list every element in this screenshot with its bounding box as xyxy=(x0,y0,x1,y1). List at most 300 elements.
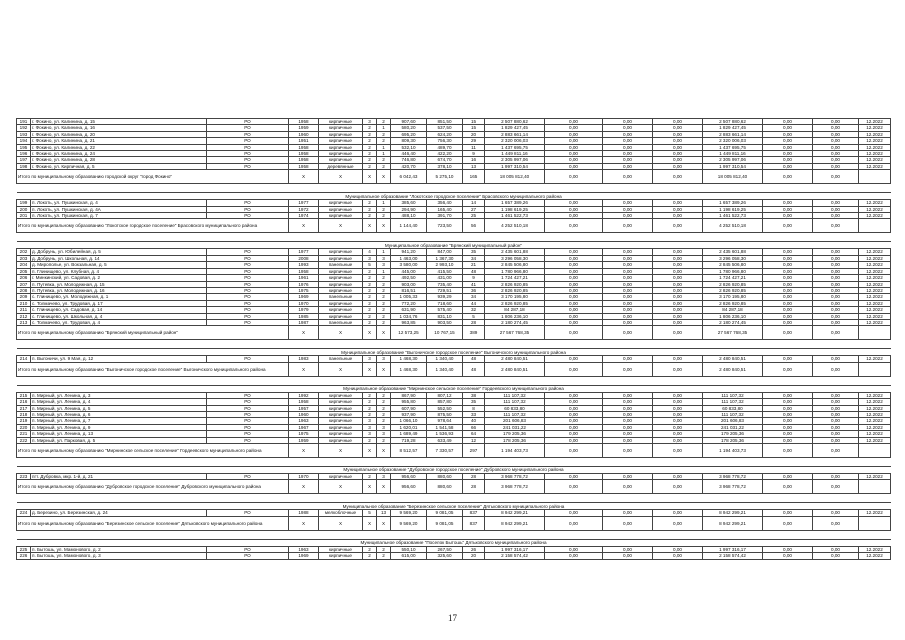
table-cell: 178 205,36 xyxy=(485,437,545,443)
page-number: 17 xyxy=(448,613,457,623)
table-cell: 15 xyxy=(463,125,485,131)
table-cell: 2 826 920,85 xyxy=(485,281,545,287)
table-cell: 12.2022 xyxy=(859,392,891,398)
table-cell: 0,00 xyxy=(653,255,703,261)
table-cell: 12.2022 xyxy=(859,125,891,131)
table-cell: п. Мирный, ул. Ленина, д. 4 xyxy=(31,399,207,405)
table-cell: 0,00 xyxy=(763,431,813,437)
total-cell: 0,00 xyxy=(763,362,813,376)
table-cell: 1975 xyxy=(289,431,319,437)
table-cell: 1958 xyxy=(289,163,319,169)
table-cell: 1 461 522,73 xyxy=(703,213,763,219)
table-cell: 0,00 xyxy=(603,144,653,150)
table-cell: 0,00 xyxy=(603,411,653,417)
table-cell: РО xyxy=(207,119,289,125)
table-cell: 0,00 xyxy=(653,392,703,398)
table-cell: деревянные xyxy=(319,163,363,169)
table-cell: 2 xyxy=(377,138,391,144)
table-cell: п. Глинищево, ул. Клубная, д. 4 xyxy=(31,268,207,274)
table-cell: 903,00 xyxy=(391,281,427,287)
table-cell: 956,60 xyxy=(391,474,427,480)
table-cell: 1 997 310,54 xyxy=(703,163,763,169)
table-cell: 84 287,18 xyxy=(485,307,545,313)
table-cell: 38 xyxy=(463,392,485,398)
table-cell: 1 541,58 xyxy=(427,424,463,430)
table-cell: 203 xyxy=(17,255,31,261)
table-cell: 0,00 xyxy=(603,131,653,137)
spacer-cell xyxy=(17,530,891,539)
table-cell: 552,50 xyxy=(427,405,463,411)
table-cell: 0,00 xyxy=(763,399,813,405)
table-cell: 214 xyxy=(17,356,31,362)
table-cell: 3 968 778,72 xyxy=(703,474,763,480)
table-cell: 0,00 xyxy=(545,157,603,163)
table-cell: 0,00 xyxy=(603,213,653,219)
table-cell: 0,00 xyxy=(653,262,703,268)
table-cell: 0,00 xyxy=(813,307,859,313)
total-cell: 0,00 xyxy=(653,362,703,376)
total-cell: 880,60 xyxy=(427,480,463,494)
table-cell: 1958 xyxy=(289,119,319,125)
table-cell: РО xyxy=(207,275,289,281)
table-cell: РО xyxy=(207,151,289,157)
table-cell: 28 xyxy=(463,319,485,325)
total-cell xyxy=(859,326,891,340)
table-cell: 3 xyxy=(377,255,391,261)
table-cell: 1959 xyxy=(289,125,319,131)
table-cell: 0,00 xyxy=(545,131,603,137)
table-cell: 1 657 389,26 xyxy=(485,200,545,206)
table-cell: 1960 xyxy=(289,411,319,417)
total-cell: 0,00 xyxy=(653,516,703,530)
table-cell: РО xyxy=(207,510,289,516)
total-cell: 27 567 768,35 xyxy=(485,326,545,340)
table-cell: 217 xyxy=(17,405,31,411)
table-cell: 2 826 920,85 xyxy=(703,287,763,293)
total-cell: 0,00 xyxy=(763,480,813,494)
spacer-cell xyxy=(17,458,891,467)
table-cell: 219 xyxy=(17,418,31,424)
table-cell: 21 xyxy=(463,262,485,268)
table-cell: 857,80 xyxy=(427,399,463,405)
table-cell: 772,20 xyxy=(391,300,427,306)
table-cell: 0,00 xyxy=(603,138,653,144)
table-cell: 2 xyxy=(363,474,377,480)
table-cell: 2 435 601,88 xyxy=(703,249,763,255)
table-cell: п. Выгоничи, ул. 9 Мая, д. 12 xyxy=(31,356,207,362)
total-cell: 27 567 768,35 xyxy=(703,326,763,340)
table-cell: 2 826 920,85 xyxy=(703,281,763,287)
total-cell: X xyxy=(319,480,363,494)
table-cell: 0,00 xyxy=(763,424,813,430)
table-cell: 2 xyxy=(377,206,391,212)
table-cell: кирпичные xyxy=(319,392,363,398)
table-cell: 3 xyxy=(377,262,391,268)
table-cell: кирпичные xyxy=(319,553,363,559)
table-cell: 64 xyxy=(463,431,485,437)
table-cell: 294,90 xyxy=(391,206,427,212)
total-cell: X xyxy=(289,516,319,530)
table-cell: 12.2022 xyxy=(859,157,891,163)
table-cell: 1 829 427,45 xyxy=(485,125,545,131)
table-cell: 0,00 xyxy=(813,474,859,480)
table-cell: с. Глинищево, ул. Школьная, д. 4 xyxy=(31,313,207,319)
table-cell: 2 xyxy=(363,399,377,405)
table-cell: 2 xyxy=(377,411,391,417)
table-cell: 1951 xyxy=(289,138,319,144)
total-cell: 0,00 xyxy=(545,444,603,458)
table-cell: РО xyxy=(207,255,289,261)
table-cell: кирпичные xyxy=(319,268,363,274)
table-cell: пгт. Дубровка, мкр. 1-й, д. 21 xyxy=(31,474,207,480)
table-cell: 8 xyxy=(463,405,485,411)
table-cell: РО xyxy=(207,313,289,319)
table-cell: РО xyxy=(207,474,289,480)
spacer-cell xyxy=(17,494,891,503)
table-cell: кирпичные xyxy=(319,255,363,261)
table-cell: 489,70 xyxy=(427,144,463,150)
table-cell: 0,00 xyxy=(813,157,859,163)
table-cell: 12 xyxy=(463,437,485,443)
table-cell: 0,00 xyxy=(545,411,603,417)
table-cell: 1958 xyxy=(289,268,319,274)
total-cell: 3 968 778,72 xyxy=(703,480,763,494)
table-cell: 0,00 xyxy=(763,275,813,281)
table-cell: 0,00 xyxy=(603,151,653,157)
table-cell: 12.2022 xyxy=(859,206,891,212)
table-cell: 0,00 xyxy=(653,213,703,219)
spacer-row xyxy=(17,530,891,539)
total-cell: 2 480 840,51 xyxy=(485,362,545,376)
table-cell: 3 xyxy=(377,474,391,480)
table-cell: 0,00 xyxy=(603,474,653,480)
table-cell: 1 xyxy=(377,144,391,150)
table-cell: 2 xyxy=(363,307,377,313)
table-cell: 2 xyxy=(377,281,391,287)
table-cell: 1 xyxy=(377,249,391,255)
total-cell: X xyxy=(363,170,377,184)
section-title-row xyxy=(17,349,891,356)
table-cell: 1 437 695,75 xyxy=(485,144,545,150)
total-cell: X xyxy=(319,219,363,233)
table-cell: д. Березино, ул. Березинская, д. 24 xyxy=(31,510,207,516)
table-cell: 178 205,36 xyxy=(703,437,763,443)
table-cell: 12.2022 xyxy=(859,431,891,437)
table-cell: 0,00 xyxy=(545,510,603,516)
table-cell: 1961 xyxy=(289,275,319,281)
total-cell: 8 942 299,21 xyxy=(485,516,545,530)
table-cell: 205 xyxy=(17,268,31,274)
table-cell: 1 780 966,80 xyxy=(485,268,545,274)
table-cell: г. Фокино, ул. Калинина, д. 22 xyxy=(31,144,207,150)
table-cell: 2 xyxy=(363,144,377,150)
table-cell: 2 507 880,62 xyxy=(703,119,763,125)
table-cell: 0,00 xyxy=(545,262,603,268)
table-cell: 0,00 xyxy=(545,300,603,306)
total-cell: X xyxy=(363,362,377,376)
program-table-sheet xyxy=(16,118,890,560)
table-cell: 2 xyxy=(363,437,377,443)
table-cell: 0,00 xyxy=(763,249,813,255)
total-cell: X xyxy=(377,444,391,458)
table-cell: 1967 xyxy=(289,424,319,430)
total-cell: 0,00 xyxy=(603,219,653,233)
table-cell: 2 xyxy=(363,392,377,398)
table-cell: с. Глинищево, ул. Садовая, д. 14 xyxy=(31,307,207,313)
table-cell: 903,50 xyxy=(427,319,463,325)
table-cell: 2 xyxy=(377,405,391,411)
table-cell: 5 xyxy=(363,262,377,268)
table-cell: 391,70 xyxy=(427,213,463,219)
table-cell: 0,00 xyxy=(653,157,703,163)
table-cell: 207 xyxy=(17,281,31,287)
table-cell: 718,60 xyxy=(427,300,463,306)
total-cell: X xyxy=(289,326,319,340)
table-cell: 12.2022 xyxy=(859,163,891,169)
table-cell: РО xyxy=(207,262,289,268)
table-cell: 1976 xyxy=(289,281,319,287)
table-cell: 0,00 xyxy=(545,287,603,293)
table-cell: 0,00 xyxy=(813,553,859,559)
table-cell: 2 xyxy=(377,294,391,300)
table-cell: 11 xyxy=(463,144,485,150)
table-cell: 422,20 xyxy=(427,151,463,157)
table-cell: РО xyxy=(207,319,289,325)
table-cell: 12.2022 xyxy=(859,399,891,405)
table-cell: 2 158 574,42 xyxy=(703,553,763,559)
table-cell: кирпичные xyxy=(319,418,363,424)
table-cell: РО xyxy=(207,418,289,424)
table-cell: 209 xyxy=(17,294,31,300)
table-cell: кирпичные xyxy=(319,206,363,212)
table-cell: 0,00 xyxy=(653,300,703,306)
table-cell: 0,00 xyxy=(653,200,703,206)
table-cell: 1958 xyxy=(289,157,319,163)
total-row xyxy=(17,326,891,340)
total-cell: 18 005 812,40 xyxy=(703,170,763,184)
table-cell: 12.2022 xyxy=(859,275,891,281)
table-cell: 66 xyxy=(463,424,485,430)
table-cell: 0,00 xyxy=(653,144,703,150)
table-cell: кирпичные xyxy=(319,399,363,405)
table-cell: 2 xyxy=(377,163,391,169)
table-cell: 2 xyxy=(363,268,377,274)
total-row xyxy=(17,480,891,494)
table-cell: 2 xyxy=(363,287,377,293)
total-cell: X xyxy=(289,362,319,376)
table-cell: д. Добрунь, ул. Юбилейная, д. 5 xyxy=(31,249,207,255)
table-cell: 1 806 236,10 xyxy=(703,313,763,319)
table-cell: 2 883 661,14 xyxy=(703,131,763,137)
table-cell: 0,00 xyxy=(813,125,859,131)
table-cell: 0,00 xyxy=(813,200,859,206)
table-cell: 939,29 xyxy=(427,294,463,300)
table-cell: 0,00 xyxy=(763,151,813,157)
table-cell: 0,00 xyxy=(763,131,813,137)
table-cell: 0,00 xyxy=(603,268,653,274)
table-cell: 0,00 xyxy=(603,157,653,163)
table-cell: 420,70 xyxy=(391,163,427,169)
table-cell: 3 xyxy=(363,431,377,437)
table-cell: 0,00 xyxy=(763,411,813,417)
total-cell: X xyxy=(363,444,377,458)
table-cell: кирпичные xyxy=(319,411,363,417)
table-cell: 2 158 574,42 xyxy=(485,553,545,559)
total-cell: X xyxy=(377,516,391,530)
table-cell: 32 xyxy=(463,307,485,313)
table-cell: 9 xyxy=(463,151,485,157)
table-cell: 0,00 xyxy=(763,392,813,398)
table-cell: 2 845 506,80 xyxy=(485,262,545,268)
table-cell: 2 xyxy=(377,553,391,559)
table-cell: 40 xyxy=(463,418,485,424)
table-cell: 12.2022 xyxy=(859,319,891,325)
table-cell: 1 xyxy=(377,200,391,206)
table-cell: 3 xyxy=(363,255,377,261)
table-cell: 1 724 427,21 xyxy=(485,275,545,281)
table-cell: с. Толмачево, ул. Трудовая, д. 4 xyxy=(31,319,207,325)
table-cell: 1 340,40 xyxy=(427,356,463,362)
table-cell: 1970 xyxy=(289,474,319,480)
table-cell: 84 287,18 xyxy=(703,307,763,313)
table-cell: 0,00 xyxy=(653,418,703,424)
table-cell: 0,00 xyxy=(653,319,703,325)
table-cell: 223 xyxy=(17,474,31,480)
table-cell: 191 xyxy=(17,119,31,125)
table-cell: 0,00 xyxy=(603,319,653,325)
table-cell: 0,00 xyxy=(603,300,653,306)
table-cell: 2 xyxy=(363,546,377,552)
table-cell: 1975 xyxy=(289,287,319,293)
table-cell: 2 xyxy=(377,319,391,325)
total-cell: 8 512,57 xyxy=(391,444,427,458)
table-cell: п. Путевка, ул. Молодежная, д. 15 xyxy=(31,281,207,287)
total-cell: 723,50 xyxy=(427,219,463,233)
table-cell: РО xyxy=(207,213,289,219)
table-cell: 2 480 840,51 xyxy=(703,356,763,362)
total-label: Итого по муниципальному образованию "Выгоничское городское поселение" Выгоничского муниципального района xyxy=(17,362,289,376)
table-cell: 0,00 xyxy=(813,281,859,287)
table-cell: 488,10 xyxy=(391,213,427,219)
section-title: Муниципальное образование "Локотское городское поселение" Брасовского муниципального района xyxy=(17,193,891,200)
table-cell: РО xyxy=(207,405,289,411)
table-cell: 2 xyxy=(363,294,377,300)
table-cell: 192 xyxy=(17,125,31,131)
table-cell: 0,00 xyxy=(763,200,813,206)
table-cell: 0,00 xyxy=(603,206,653,212)
table-cell: 0,00 xyxy=(763,405,813,411)
table-cell: 0,00 xyxy=(813,405,859,411)
table-cell: 9 xyxy=(463,275,485,281)
table-cell: 1985 xyxy=(289,313,319,319)
table-cell: 35 xyxy=(463,399,485,405)
table-cell: 695,20 xyxy=(391,131,427,137)
table-cell: 36 xyxy=(463,287,485,293)
table-cell: п. Мирный, ул. Ленина, д. 13 xyxy=(31,431,207,437)
table-cell: 0,00 xyxy=(653,399,703,405)
table-cell: 28 xyxy=(463,474,485,480)
table-cell: 27 xyxy=(463,206,485,212)
table-cell: 0,00 xyxy=(813,424,859,430)
table-cell: п. Путевка, ул. Молодежная, д. 16 xyxy=(31,287,207,293)
table-cell: кирпичные xyxy=(319,437,363,443)
table-cell: 241 031,22 xyxy=(485,424,545,430)
table-cell: 15 xyxy=(463,119,485,125)
table-cell: 0,00 xyxy=(603,307,653,313)
table-cell: 12.2022 xyxy=(859,268,891,274)
table-cell: 0,00 xyxy=(763,138,813,144)
table-cell: 12.2022 xyxy=(859,553,891,559)
total-cell: 0,00 xyxy=(813,362,859,376)
table-cell: 1960 xyxy=(289,131,319,137)
total-cell: 0,00 xyxy=(545,362,603,376)
table-cell: 2 826 920,85 xyxy=(485,300,545,306)
table-cell: 9 569,20 xyxy=(391,510,427,516)
table-cell: 1972 xyxy=(289,206,319,212)
table-cell: 2 826 920,85 xyxy=(703,300,763,306)
total-cell: X xyxy=(377,219,391,233)
table-cell: д. Добрунь, ул. Школьная, д. 14 xyxy=(31,255,207,261)
total-label: Итого по муниципальному образованию "Дубровское городское поселение" Дубровского муниципального района xyxy=(17,480,289,494)
table-cell: РО xyxy=(207,307,289,313)
total-cell: 1 340,40 xyxy=(427,362,463,376)
table-cell: 1987 xyxy=(289,319,319,325)
table-cell: 674,70 xyxy=(427,157,463,163)
spacer-row xyxy=(17,233,891,242)
total-cell: X xyxy=(377,326,391,340)
table-cell: 0,00 xyxy=(603,356,653,362)
section-title: Муниципальное образование "Дубровское городское поселение" Дубровского муниципального района xyxy=(17,467,891,474)
table-cell: 978,64 xyxy=(427,418,463,424)
table-cell: 0,00 xyxy=(653,313,703,319)
table-cell: 0,00 xyxy=(545,356,603,362)
table-cell: 165,40 xyxy=(427,206,463,212)
table-cell: 1 620,01 xyxy=(391,424,427,430)
table-cell: 955,80 xyxy=(391,399,427,405)
total-cell: 956,60 xyxy=(391,480,427,494)
table-cell: 3 xyxy=(363,119,377,125)
table-cell: 12.2022 xyxy=(859,356,891,362)
table-cell: 16 xyxy=(463,157,485,163)
total-cell: 0,00 xyxy=(763,326,813,340)
total-cell: 1 194 403,73 xyxy=(485,444,545,458)
total-row xyxy=(17,362,891,376)
table-cell: 837 xyxy=(463,510,485,516)
table-cell: 0,00 xyxy=(813,268,859,274)
table-cell: 12.2022 xyxy=(859,144,891,150)
table-cell: 2 826 920,85 xyxy=(485,287,545,293)
table-cell: 2 320 006,03 xyxy=(485,138,545,144)
table-cell: 445,00 xyxy=(391,268,427,274)
section-title: Муниципальное образование "Мирнинское сельское поселение" Гордеевского муниципального района xyxy=(17,385,891,392)
table-cell: 0,00 xyxy=(653,287,703,293)
table-cell: 356,40 xyxy=(427,200,463,206)
table-cell: 2 xyxy=(377,313,391,319)
total-cell: 0,00 xyxy=(763,170,813,184)
table-cell: 0,00 xyxy=(813,546,859,552)
table-cell: 2 xyxy=(363,213,377,219)
table-cell: г. Фокино, ул. Калинина, д. 24 xyxy=(31,151,207,157)
total-row xyxy=(17,516,891,530)
table-cell: 729,51 xyxy=(427,287,463,293)
table-cell: 0,00 xyxy=(653,249,703,255)
table-cell: 0,00 xyxy=(603,119,653,125)
table-cell: 0,00 xyxy=(763,206,813,212)
table-cell: 0,00 xyxy=(763,157,813,163)
table-cell: 3 296 058,30 xyxy=(485,255,545,261)
table-cell: 0,00 xyxy=(545,553,603,559)
table-cell: 0,00 xyxy=(653,424,703,430)
